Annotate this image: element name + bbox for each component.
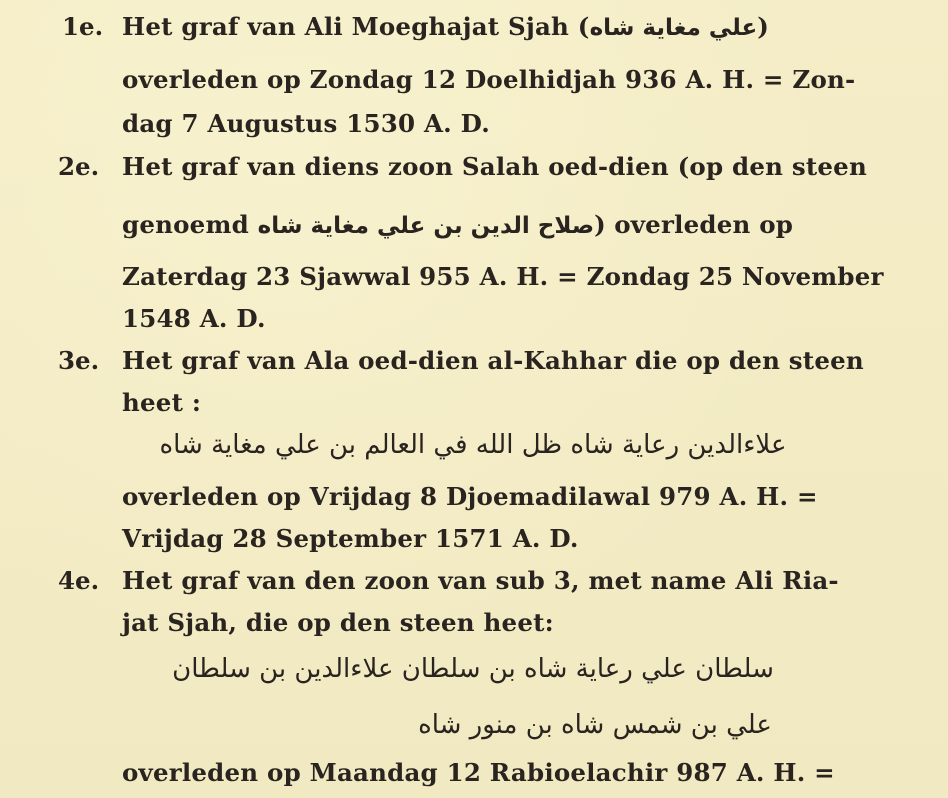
entry-line [122, 210, 793, 241]
entry-number: 2e. [58, 152, 100, 181]
entry-line: Vrijdag 28 September 1571 A. D. [122, 524, 579, 553]
entry-text: ) [757, 12, 770, 41]
entry-line: overleden op Zondag 12 Doelhidjah 936 A. H. = Zon- [122, 65, 856, 94]
entry-line [122, 12, 769, 43]
entry-line: heet : [122, 388, 202, 417]
entry-text: Het graf van Ali Moeghajat Sjah ( [122, 12, 590, 41]
arabic-inscription: سلطان علي رعاية شاه بن سلطان علاءالدين بن سلطان [172, 654, 774, 684]
arabic-inline-text: علي مغاية شاه [589, 15, 758, 41]
entry-line: Zaterdag 23 Sjawwal 955 A. H. = Zondag 25 November [122, 262, 884, 291]
entry-line: 1548 A. D. [122, 304, 266, 333]
entry-text: ) overleden op [594, 210, 794, 239]
entry-line: dag 7 Augustus 1530 A. D. [122, 109, 490, 138]
arabic-inscription: علي بن شمس شاه بن منور شاه [418, 710, 772, 740]
entry-line: overleden op Vrijdag 8 Djoemadilawal 979 A. H. = [122, 482, 818, 511]
entry-number: 1e. [62, 12, 104, 41]
arabic-inline-text: صلاح الدين بن علي مغاية شاه [257, 213, 595, 239]
entry-number: 3e. [58, 346, 100, 375]
entry-line: jat Sjah, die op den steen heet: [122, 608, 554, 637]
entry-text: genoemd [122, 210, 249, 239]
entry-line: Het graf van den zoon van sub 3, met name Ali Ria- [122, 566, 839, 595]
entry-line: Het graf van Ala oed-dien al-Kahhar die op den steen [122, 346, 864, 375]
entry-line: overleden op Maandag 12 Rabioelachir 987 A. H. = [122, 758, 835, 787]
entry-number: 4e. [58, 566, 100, 595]
entry-line: Het graf van diens zoon Salah oed-dien (op den steen [122, 152, 867, 181]
arabic-inscription: علاءالدين رعاية شاه ظل الله في العالم بن علي مغاية شاه [159, 430, 787, 460]
